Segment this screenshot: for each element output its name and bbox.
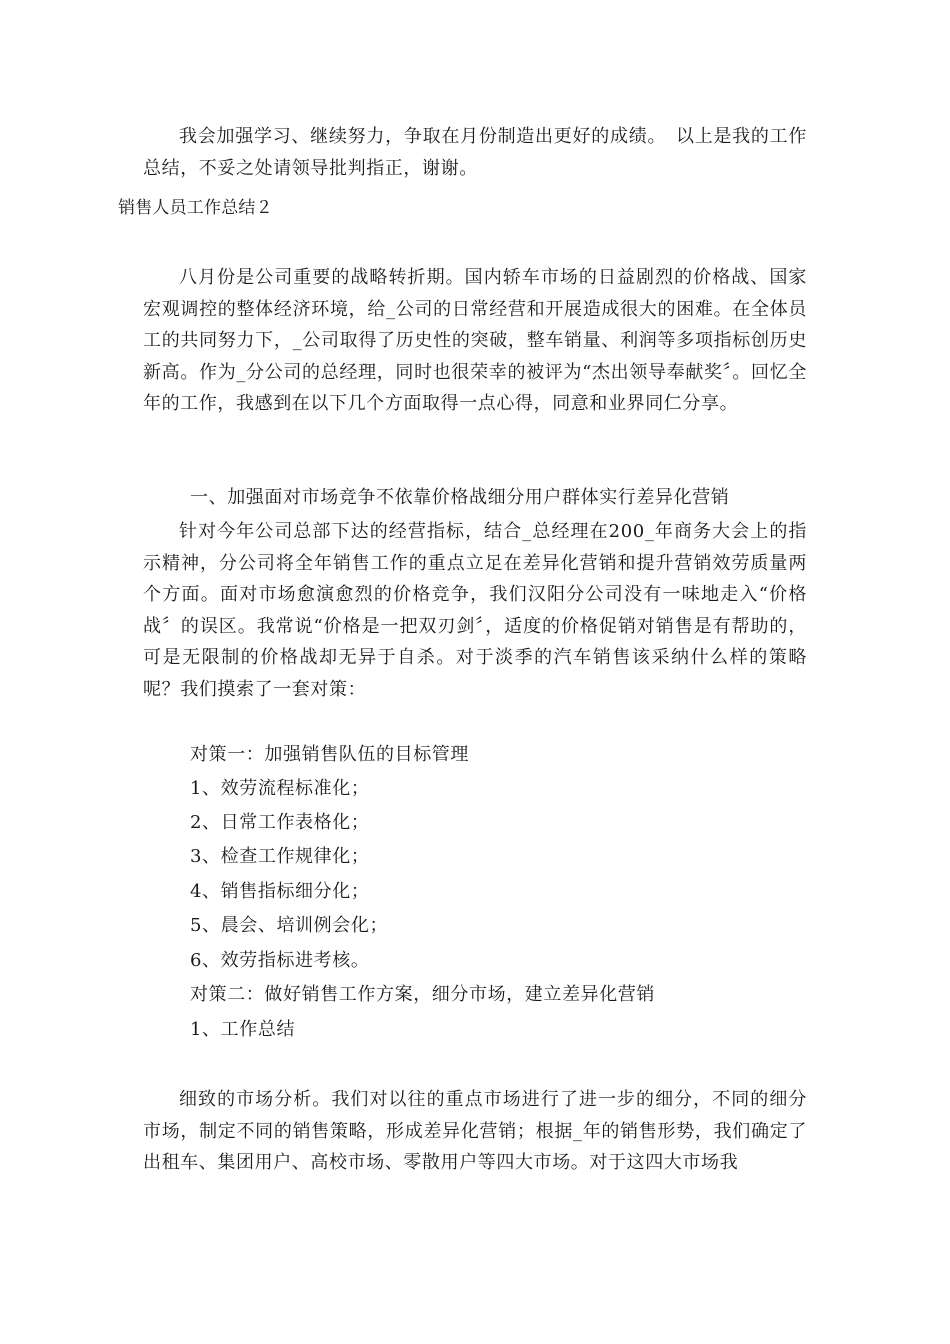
final-paragraph: 细致的市场分析。我们对以往的重点市场进行了进一步的细分，不同的细分市场，制定不同的销售策略，形成差异化营销；根据_年的销售形势，我们确定了出租车、集团用户、高校市场、零散用户等四大市场。对于这四大市场我 [143, 1089, 807, 1173]
strategy2-title: 对策二：做好销售工作方案，细分市场，建立差异化营销 [190, 984, 655, 1005]
strategy2-item: 1、工作总结 [190, 1019, 296, 1040]
list-item: 1、效劳流程标准化； [190, 778, 370, 799]
list-item: 5、晨会、培训例会化； [190, 915, 389, 936]
strategy1-title: 对策一：加强销售队伍的目标管理 [190, 744, 469, 765]
main-paragraph: 八月份是公司重要的战略转折期。国内轿车市场的日益剧烈的价格战、国家宏观调控的整体经济环境，给_公司的日常经营和开展造成很大的困难。在全体员工的共同努力下，_公司取得了历史性的突破，整车销量、利润等多项指标创历史新高。作为_分公司的总经理，同时也很荣幸的被评为“杰出领导奉献奖〞。回忆全年的工作，我感到在以下几个方面取得一点心得，同意和业界同仁分享。 [143, 267, 807, 414]
list-item: 4、销售指标细分化； [190, 881, 370, 902]
section1-paragraph: 针对今年公司总部下达的经营指标，结合_总经理在200_年商务大会上的指示精神，分公司将全年销售工作的重点立足在差异化营销和提升营销效劳质量两个方面。面对市场愈演愈烈的价格竞争，我们汉阳分公司没有一味地走入“价格战〞的误区。我常说“价格是一把双刃剑〞，适度的价格促销对销售是有帮助的，可是无限制的价格战却无异于自杀。对于淡季的汽车销售该采纳什么样的策略呢？我们摸索了一套对策： [143, 521, 807, 700]
intro-paragraph: 我会加强学习、继续努力，争取在月份制造出更好的成绩。 以上是我的工作总结，不妥之处请领导批判指正，谢谢。 [143, 126, 807, 179]
section1-title: 一、加强面对市场竞争不依靠价格战细分用户群体实行差异化营销 [190, 487, 730, 508]
list-item: 3、检查工作规律化； [190, 846, 370, 867]
list-item: 2、日常工作表格化； [190, 812, 370, 833]
list-item: 6、效劳指标进考核。 [190, 950, 370, 971]
section-heading: 销售人员工作总结２ [118, 198, 273, 218]
